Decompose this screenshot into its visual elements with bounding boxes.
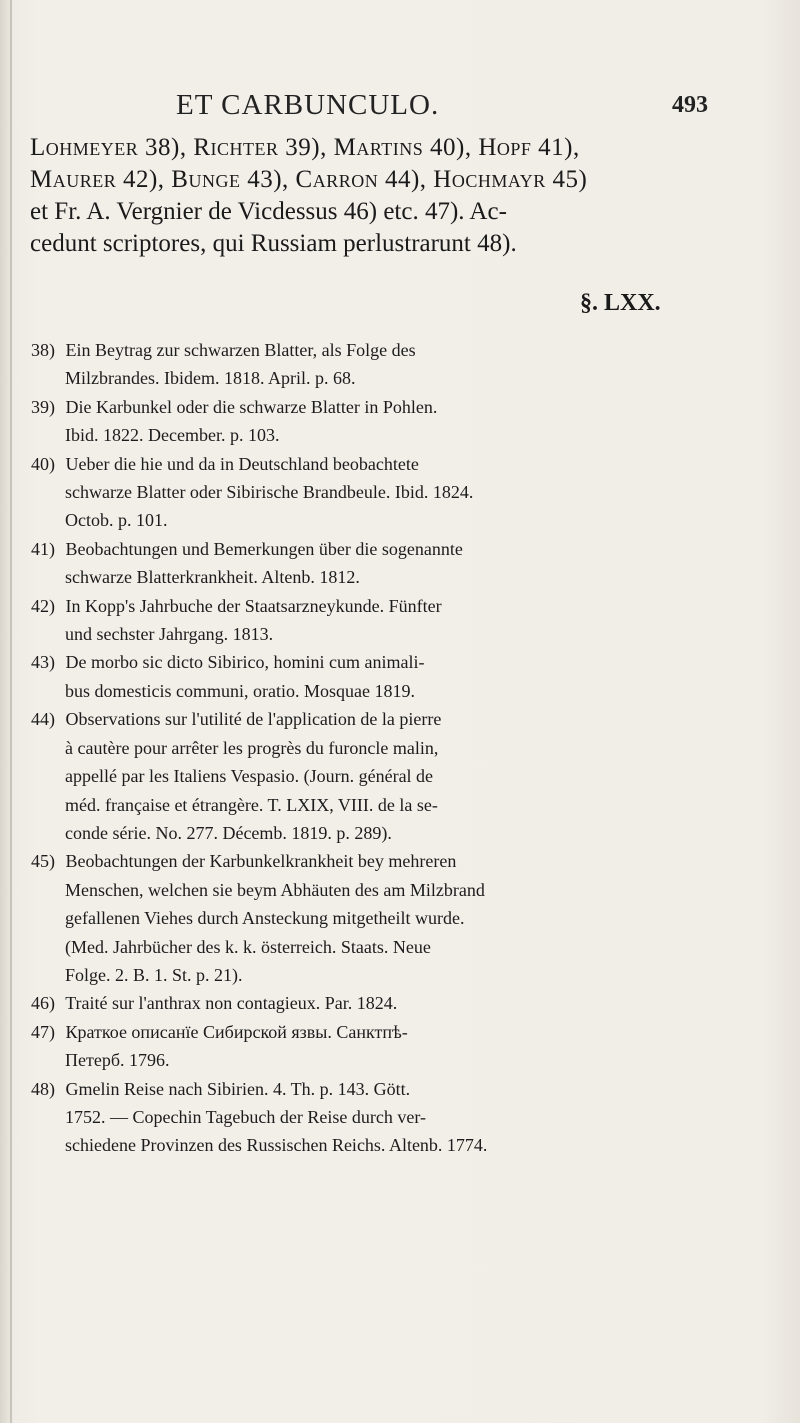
footnote-number: 48) <box>31 1078 55 1099</box>
running-head <box>0 89 800 123</box>
footnote-continuation-line: Folge. 2. B. 1. St. p. 21). <box>65 964 243 985</box>
footnote-first-line <box>31 705 771 733</box>
footnote-number: 43) <box>31 652 55 673</box>
footnote <box>31 592 771 649</box>
footnote-first-line <box>31 989 771 1017</box>
footnote-text: Gmelin Reise nach Sibirien. 4. Th. p. 143. Gött. <box>65 1078 411 1099</box>
footnote-text: De morbo sic dicto Sibirico, homini cum animali- <box>65 652 425 673</box>
running-title: ET CARBUNCULO. <box>176 89 440 121</box>
footnote-continuation-line: conde série. No. 277. Décemb. 1819. p. 289). <box>65 822 392 843</box>
footnote-number: 46) <box>31 993 55 1014</box>
footnote-number: 41) <box>31 538 55 559</box>
footnote-continuation-line: Menschen, welchen sie beym Abhäuten des am Milzbrand <box>65 879 485 900</box>
body-line: Maurer 42), Bunge 43), Carron 44), Hochmayr 45) <box>30 166 588 193</box>
footnote-number: 42) <box>31 595 55 616</box>
footnote-continuation-line: gefallenen Viehes durch Ansteckung mitgetheilt wurde. <box>65 908 465 929</box>
footnote-text: In Kopp's Jahrbuche der Staatsarzneykunde. Fünfter <box>65 595 442 616</box>
footnote-text: Ein Beytrag zur schwarzen Blatter, als Folge des <box>65 340 416 360</box>
footnote-first-line <box>31 450 771 478</box>
footnote-first-line <box>31 592 771 620</box>
footnote-continuation-line: à cautère pour arrêter les progrès du furoncle malin, <box>65 737 439 758</box>
footnote-number: 39) <box>31 396 55 417</box>
footnote-number: 40) <box>31 453 55 474</box>
footnote-text: Observations sur l'utilité de l'application de la pierre <box>65 709 442 730</box>
footnote <box>31 847 771 989</box>
footnote-number: 38) <box>31 340 55 360</box>
footnote <box>31 705 771 847</box>
footnote-text: Die Karbunkel oder die schwarze Blatter in Pohlen. <box>65 396 438 417</box>
footnote <box>31 393 771 450</box>
footnote-continuation-line: schiedene Provinzen des Russischen Reichs. Altenb. 1774. <box>65 1135 488 1156</box>
footnote-continuation-line: schwarze Blatter oder Sibirische Brandbeule. Ibid. 1824. <box>65 482 474 503</box>
footnote-first-line <box>31 847 771 875</box>
footnote-continuation-line: bus domesticis communi, oratio. Mosquae 1819. <box>65 680 415 701</box>
body-line: et Fr. A. Vergnier de Vicdessus 46) etc. 47). Ac- <box>30 198 507 225</box>
footnote <box>31 336 771 393</box>
footnote <box>31 648 771 705</box>
footnote-number: 45) <box>31 851 55 872</box>
footnote-first-line <box>31 336 771 364</box>
footnote-continuation-line: Петерб. 1796. <box>65 1050 170 1071</box>
page-gutter-edge <box>10 0 12 1423</box>
footnote-continuation-line: 1752. — Copechin Tagebuch der Reise durch ver- <box>65 1106 426 1127</box>
footnote-text: Beobachtungen der Karbunkelkrankheit bey mehreren <box>65 851 457 872</box>
footnote <box>31 450 771 535</box>
footnote <box>31 989 771 1017</box>
footnote-first-line <box>31 393 771 421</box>
section-heading: §. LXX. <box>580 290 661 316</box>
footnote-continuation-line: Ibid. 1822. December. p. 103. <box>65 425 280 446</box>
footnote-text: Beobachtungen und Bemerkungen über die sogenannte <box>65 538 463 559</box>
footnote-continuation-line: Octob. p. 101. <box>65 510 168 531</box>
footnote-continuation-line: schwarze Blatterkrankheit. Altenb. 1812. <box>65 567 360 588</box>
footnote-text: Краткое описанїе Сибирской язвы. Санктпѣ- <box>65 1021 408 1042</box>
footnote-continuation-line: (Med. Jahrbücher des k. k. österreich. Staats. Neue <box>65 936 431 957</box>
footnote-continuation-line: appellé par les Italiens Vespasio. (Journ. général de <box>65 766 434 787</box>
footnote-number: 44) <box>31 709 55 730</box>
footnote-continuation-line: und sechster Jahrgang. 1813. <box>65 624 274 645</box>
footnote-number: 47) <box>31 1021 55 1042</box>
footnote-first-line <box>31 1075 771 1103</box>
footnote-first-line <box>31 1018 771 1046</box>
page-number: 493 <box>672 92 708 118</box>
footnote <box>31 1018 771 1075</box>
footnotes <box>31 336 771 1160</box>
body-line: cedunt scriptores, qui Russiam perlustrarunt 48). <box>30 230 517 257</box>
footnote <box>31 1075 771 1160</box>
body-paragraph <box>30 132 750 260</box>
footnote-text: Traité sur l'anthrax non contagieux. Par. 1824. <box>65 993 398 1014</box>
footnote-continuation-line: Milzbrandes. Ibidem. 1818. April. p. 68. <box>65 368 356 389</box>
footnote-text: Ueber die hie und da in Deutschland beobachtete <box>65 453 419 474</box>
body-line: Lohmeyer 38), Richter 39), Martins 40), Hopf 41), <box>30 134 580 161</box>
footnote-first-line <box>31 535 771 563</box>
footnote-first-line <box>31 648 771 676</box>
footnote-continuation-line: méd. française et étrangère. T. LXIX, VIII. de la se- <box>65 794 438 815</box>
footnote <box>31 535 771 592</box>
